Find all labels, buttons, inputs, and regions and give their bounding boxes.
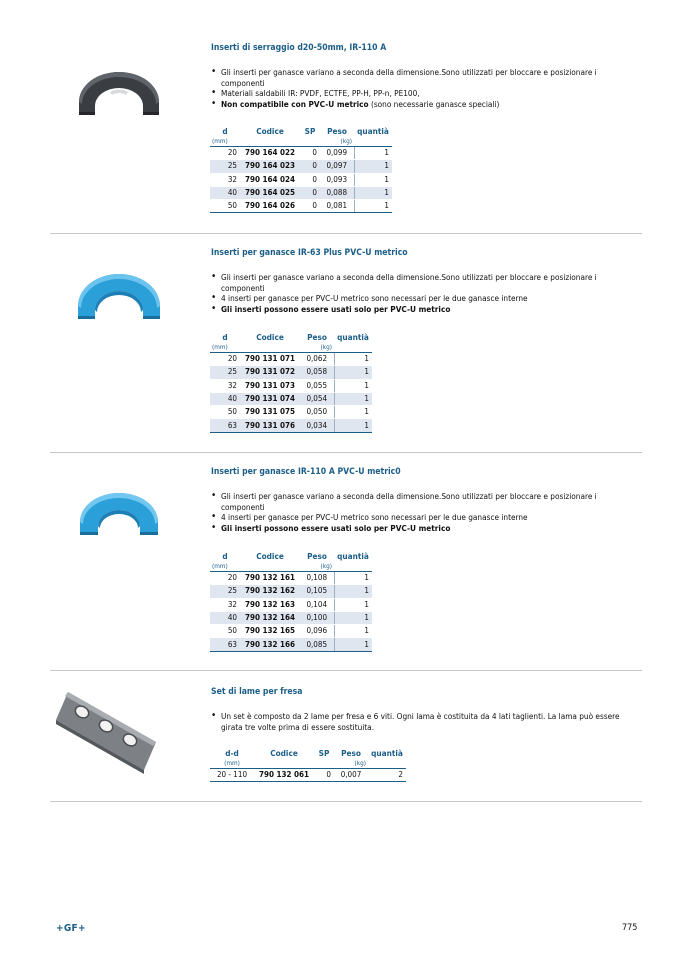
cell-codice: 790 132 061 [254, 769, 314, 782]
bullet-list [211, 67, 641, 109]
gf-logo: +GF+ [56, 923, 86, 934]
cell-d: 63 [210, 638, 240, 651]
col-header-peso: Peso [307, 551, 327, 561]
bullet-item: • Gli inserti per ganasce variano a seconda della dimensione.Sono utilizzati per bloccare e posizionare i componenti [211, 67, 641, 88]
cell-codice: 790 131 075 [240, 406, 300, 419]
bullet-item: • Gli inserti per ganasce variano a seconda della dimensione.Sono utilizzati per bloccare e posizionare i componenti [211, 272, 641, 293]
cell-codice: 790 131 076 [240, 419, 300, 432]
cell-quantita: 1 [334, 406, 372, 419]
cell-codice: 790 132 162 [240, 585, 300, 598]
section-title: Set di lame per fresa [211, 687, 303, 697]
section-divider [50, 233, 642, 234]
cell-d: 50 [210, 406, 240, 419]
table-row [210, 353, 372, 366]
section-title: Inserti per ganasce IR-110 A PVC-U metric0 [211, 467, 401, 477]
cutter-blade-image [52, 688, 158, 774]
unit-kg: (kg) [300, 343, 334, 353]
cell-d: 50 [210, 625, 240, 638]
spec-table [210, 125, 392, 213]
section-divider [50, 452, 642, 453]
cell-d: 63 [210, 419, 240, 432]
cell-sp: 0 [300, 147, 320, 160]
cell-peso: 0,034 [300, 419, 334, 432]
cell-quantita: 1 [354, 200, 392, 213]
cell-d: 40 [210, 611, 240, 624]
bullet-item: • Un set è composto da 2 lame per fresa e 6 viti. Ogni lama è costituita da 4 lati taglienti. La lama può essere girata tre volte prima di essere sostituita. [211, 711, 641, 732]
cell-d: 32 [210, 173, 240, 186]
cell-quantita: 1 [334, 353, 372, 366]
col-header-quantita: quantià [337, 551, 369, 561]
table-row [210, 173, 392, 186]
cell-peso: 0,104 [300, 598, 334, 611]
spec-table [210, 550, 372, 652]
cell-d: 20 [210, 147, 240, 160]
cell-peso: 0,062 [300, 353, 334, 366]
clamping-insert-image [76, 68, 162, 118]
table-row [210, 585, 372, 598]
cell-d: 40 [210, 392, 240, 405]
col-header-d: d [222, 551, 228, 561]
table-row [210, 200, 392, 213]
col-header-quantita: quantià [357, 126, 389, 136]
cell-d: 40 [210, 186, 240, 199]
cell-peso: 0,099 [320, 147, 354, 160]
cell-quantita: 1 [354, 147, 392, 160]
section-divider [50, 670, 642, 671]
cell-codice: 790 132 163 [240, 598, 300, 611]
table-row [210, 392, 372, 405]
cell-d: 20 [210, 353, 240, 366]
cell-peso: 0,105 [300, 585, 334, 598]
table-row [210, 638, 372, 651]
bullet-item: • 4 inserti per ganasce per PVC-U metrico sono necessari per le due ganasce interne [211, 512, 641, 523]
section-title: Inserti per ganasce IR-63 Plus PVC-U metrico [211, 248, 408, 258]
cell-codice: 790 131 072 [240, 366, 300, 379]
col-header-d: d [222, 126, 228, 136]
unit-kg: (kg) [320, 137, 354, 147]
cell-peso: 0,097 [320, 160, 354, 173]
col-header-codice: Codice [256, 126, 284, 136]
bullet-list [211, 491, 641, 533]
section-title: Inserti di serraggio d20-50mm, IR-110 A [211, 43, 387, 53]
cell-peso: 0,054 [300, 392, 334, 405]
bullet-item [211, 304, 641, 315]
cell-codice: 790 132 166 [240, 638, 300, 651]
col-header-dd: d-d [225, 748, 239, 758]
cell-quantita: 1 [334, 638, 372, 651]
cell-codice: 790 131 071 [240, 353, 300, 366]
cell-peso: 0,093 [320, 173, 354, 186]
cell-codice: 790 164 025 [240, 186, 300, 199]
cell-codice: 790 131 073 [240, 379, 300, 392]
cell-peso: 0,085 [300, 638, 334, 651]
cell-quantita: 1 [354, 173, 392, 186]
col-header-quantita: quantià [337, 332, 369, 342]
cell-d: 25 [210, 160, 240, 173]
cell-quantita: 1 [334, 379, 372, 392]
col-header-codice: Codice [270, 748, 298, 758]
unit-kg: (kg) [300, 562, 334, 572]
table-row [210, 419, 372, 432]
cell-sp: 0 [300, 173, 320, 186]
bullet-bold-text: Gli inserti possono essere usati solo per PVC-U metrico [221, 303, 451, 314]
cell-peso: 0,007 [334, 769, 368, 782]
cell-quantita: 1 [334, 392, 372, 405]
table-row [210, 625, 372, 638]
bullet-text: (sono necessarie ganasce speciali) [368, 98, 500, 109]
col-header-peso: Peso [327, 126, 347, 136]
cell-d: 25 [210, 585, 240, 598]
cell-peso: 0,108 [300, 572, 334, 585]
bullet-list [211, 711, 641, 732]
ir63-insert-image [75, 270, 163, 322]
cell-peso: 0,081 [320, 200, 354, 213]
col-header-codice: Codice [256, 551, 284, 561]
col-header-quantita: quantià [371, 748, 403, 758]
cell-peso: 0,050 [300, 406, 334, 419]
col-header-d: d [222, 332, 228, 342]
unit-mm: (mm) [210, 759, 254, 769]
bullet-list [211, 272, 641, 314]
cell-codice: 790 164 023 [240, 160, 300, 173]
cell-quantita: 1 [354, 160, 392, 173]
bullet-bold-text: Non compatibile con PVC-U metrico [221, 98, 369, 109]
cell-codice: 790 132 161 [240, 572, 300, 585]
table-row [210, 572, 372, 585]
cell-sp: 0 [314, 769, 334, 782]
unit-mm: (mm) [210, 137, 240, 147]
table-row [210, 769, 406, 782]
table-row [210, 186, 392, 199]
cell-codice: 790 132 165 [240, 625, 300, 638]
cell-codice: 790 164 026 [240, 200, 300, 213]
cell-codice: 790 164 024 [240, 173, 300, 186]
unit-mm: (mm) [210, 562, 240, 572]
cell-quantita: 1 [334, 585, 372, 598]
cell-d: 32 [210, 379, 240, 392]
table-row [210, 160, 392, 173]
col-header-codice: Codice [256, 332, 284, 342]
cell-quantita: 1 [334, 366, 372, 379]
cell-d: 20 [210, 572, 240, 585]
cell-codice: 790 164 022 [240, 147, 300, 160]
spec-table [210, 747, 406, 782]
table-row [210, 611, 372, 624]
cell-d: 25 [210, 366, 240, 379]
table-row [210, 406, 372, 419]
cell-quantita: 1 [334, 625, 372, 638]
ir110-insert-image [77, 490, 161, 538]
cell-codice: 790 131 074 [240, 392, 300, 405]
bullet-item: • 4 inserti per ganasce per PVC-U metrico sono necessari per le due ganasce interne [211, 293, 641, 304]
cell-quantita: 1 [334, 419, 372, 432]
cell-quantita: 1 [354, 186, 392, 199]
col-header-peso: Peso [341, 748, 361, 758]
table-row [210, 379, 372, 392]
table-row [210, 147, 392, 160]
section-divider [50, 801, 642, 802]
cell-d: 32 [210, 598, 240, 611]
cell-quantita: 1 [334, 572, 372, 585]
cell-sp: 0 [300, 200, 320, 213]
table-row [210, 366, 372, 379]
bullet-item [211, 99, 641, 110]
table-row [210, 598, 372, 611]
cell-peso: 0,096 [300, 625, 334, 638]
cell-quantita: 1 [334, 598, 372, 611]
spec-table [210, 331, 372, 433]
col-header-peso: Peso [307, 332, 327, 342]
col-header-sp: SP [318, 748, 330, 758]
cell-peso: 0,055 [300, 379, 334, 392]
page-number: 775 [622, 923, 638, 933]
cell-quantita: 1 [334, 611, 372, 624]
cell-sp: 0 [300, 186, 320, 199]
unit-mm: (mm) [210, 343, 240, 353]
bullet-bold-text: Gli inserti possono essere usati solo per PVC-U metrico [221, 522, 451, 533]
cell-peso: 0,058 [300, 366, 334, 379]
cell-dd: 20 - 110 [210, 769, 254, 782]
cell-peso: 0,100 [300, 611, 334, 624]
bullet-item: • Gli inserti per ganasce variano a seconda della dimensione.Sono utilizzati per bloccare e posizionare i componenti [211, 491, 641, 512]
cell-codice: 790 132 164 [240, 611, 300, 624]
bullet-item: • Materiali saldabili IR: PVDF, ECTFE, PP-H, PP-n, PE100, [211, 88, 641, 99]
cell-sp: 0 [300, 160, 320, 173]
cell-d: 50 [210, 200, 240, 213]
bullet-item [211, 523, 641, 534]
col-header-sp: SP [304, 126, 316, 136]
cell-peso: 0,088 [320, 186, 354, 199]
unit-kg: (kg) [334, 759, 368, 769]
cell-quantita: 2 [368, 769, 406, 782]
